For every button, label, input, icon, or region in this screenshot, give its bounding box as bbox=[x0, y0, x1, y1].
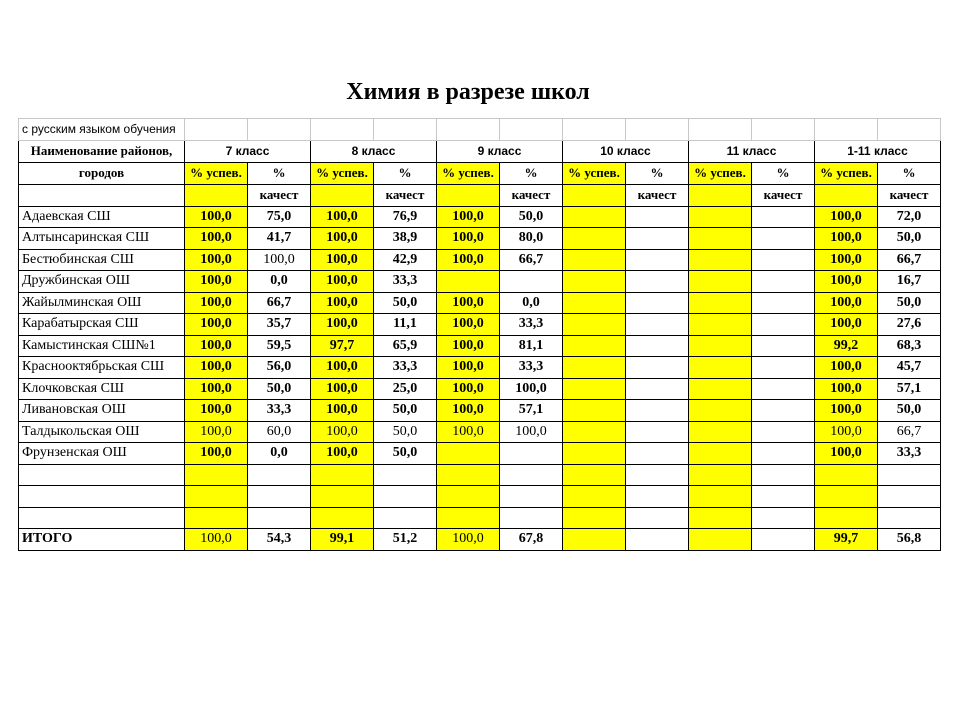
quality-cell[interactable]: 0,0 bbox=[500, 292, 563, 314]
quality-cell[interactable] bbox=[374, 486, 437, 508]
success-cell[interactable]: 100,0 bbox=[815, 271, 878, 293]
quality-cell[interactable] bbox=[500, 507, 563, 529]
success-cell[interactable]: 100,0 bbox=[185, 357, 248, 379]
grade-header[interactable]: 9 класс bbox=[437, 140, 563, 162]
quality-cell[interactable] bbox=[626, 464, 689, 486]
success-cell[interactable] bbox=[563, 206, 626, 228]
success-cell[interactable] bbox=[689, 271, 752, 293]
quality-cell[interactable]: 66,7 bbox=[500, 249, 563, 271]
sheet-cell[interactable] bbox=[563, 184, 626, 206]
success-cell[interactable]: 100,0 bbox=[185, 271, 248, 293]
total-success-cell[interactable] bbox=[689, 529, 752, 551]
quality-cell[interactable] bbox=[752, 464, 815, 486]
quality-cell[interactable]: 76,9 bbox=[374, 206, 437, 228]
table-row bbox=[19, 292, 941, 314]
table-row bbox=[19, 314, 941, 336]
quality-cell[interactable]: 50,0 bbox=[374, 421, 437, 443]
success-cell[interactable] bbox=[563, 292, 626, 314]
quality-cell[interactable] bbox=[626, 292, 689, 314]
success-cell[interactable]: 100,0 bbox=[185, 335, 248, 357]
sheet-cell[interactable] bbox=[563, 119, 626, 141]
quality-cell[interactable]: 25,0 bbox=[374, 378, 437, 400]
total-success-cell[interactable] bbox=[563, 529, 626, 551]
success-cell[interactable]: 100,0 bbox=[311, 292, 374, 314]
quality-cell[interactable] bbox=[878, 464, 941, 486]
success-cell[interactable]: 100,0 bbox=[437, 249, 500, 271]
quality-cell[interactable] bbox=[374, 507, 437, 529]
success-cell[interactable] bbox=[311, 486, 374, 508]
quality-cell[interactable]: 50,0 bbox=[500, 206, 563, 228]
school-name-cell[interactable]: Бестюбинская СШ bbox=[19, 249, 185, 271]
sheet-cell[interactable] bbox=[689, 119, 752, 141]
sheet-cell[interactable] bbox=[311, 119, 374, 141]
quality-cell[interactable]: 33,3 bbox=[374, 271, 437, 293]
subheader-quality[interactable]: % bbox=[500, 162, 563, 184]
quality-cell[interactable] bbox=[878, 486, 941, 508]
subheader-quality-line2[interactable]: качест bbox=[500, 184, 563, 206]
school-name-cell[interactable]: Адаевская СШ bbox=[19, 206, 185, 228]
quality-cell[interactable]: 100,0 bbox=[500, 378, 563, 400]
success-cell[interactable]: 100,0 bbox=[815, 400, 878, 422]
subheader-quality[interactable]: % bbox=[374, 162, 437, 184]
quality-cell[interactable]: 35,7 bbox=[248, 314, 311, 336]
success-cell[interactable]: 100,0 bbox=[437, 228, 500, 250]
success-cell[interactable] bbox=[815, 464, 878, 486]
quality-cell[interactable]: 100,0 bbox=[500, 421, 563, 443]
quality-cell[interactable]: 33,3 bbox=[878, 443, 941, 465]
success-cell[interactable]: 100,0 bbox=[815, 314, 878, 336]
success-cell[interactable] bbox=[563, 464, 626, 486]
quality-cell[interactable] bbox=[374, 464, 437, 486]
sheet-cell[interactable] bbox=[626, 119, 689, 141]
subheader-success[interactable]: % успев. bbox=[437, 162, 500, 184]
success-cell[interactable] bbox=[437, 486, 500, 508]
quality-cell[interactable]: 68,3 bbox=[878, 335, 941, 357]
success-cell[interactable]: 100,0 bbox=[437, 335, 500, 357]
school-name-cell[interactable]: Ливановская ОШ bbox=[19, 400, 185, 422]
subheader-success[interactable]: % успев. bbox=[185, 162, 248, 184]
success-cell[interactable]: 100,0 bbox=[185, 228, 248, 250]
subheader-quality-line2[interactable]: качест bbox=[752, 184, 815, 206]
quality-cell[interactable]: 75,0 bbox=[248, 206, 311, 228]
success-cell[interactable] bbox=[689, 249, 752, 271]
table-row bbox=[19, 486, 941, 508]
sheet-cell[interactable] bbox=[437, 119, 500, 141]
school-name-cell[interactable]: Камыстинская СШ№1 bbox=[19, 335, 185, 357]
quality-cell[interactable]: 50,0 bbox=[248, 378, 311, 400]
caption-cell[interactable]: с русским языком обучения bbox=[19, 119, 185, 141]
success-cell[interactable] bbox=[689, 464, 752, 486]
quality-cell[interactable]: 66,7 bbox=[878, 249, 941, 271]
quality-cell[interactable]: 0,0 bbox=[248, 271, 311, 293]
success-cell[interactable] bbox=[563, 314, 626, 336]
quality-cell[interactable] bbox=[626, 228, 689, 250]
quality-cell[interactable]: 45,7 bbox=[878, 357, 941, 379]
success-cell[interactable] bbox=[185, 486, 248, 508]
quality-cell[interactable]: 50,0 bbox=[374, 400, 437, 422]
school-name-cell[interactable] bbox=[19, 486, 185, 508]
quality-cell[interactable]: 33,3 bbox=[500, 314, 563, 336]
table-row bbox=[19, 421, 941, 443]
success-cell[interactable] bbox=[563, 443, 626, 465]
quality-cell[interactable] bbox=[626, 486, 689, 508]
quality-cell[interactable] bbox=[752, 292, 815, 314]
success-cell[interactable]: 100,0 bbox=[185, 292, 248, 314]
success-cell[interactable]: 100,0 bbox=[815, 421, 878, 443]
success-cell[interactable] bbox=[437, 271, 500, 293]
success-cell[interactable] bbox=[689, 335, 752, 357]
total-quality-cell[interactable]: 54,3 bbox=[248, 529, 311, 551]
quality-cell[interactable] bbox=[500, 443, 563, 465]
success-cell[interactable]: 100,0 bbox=[311, 400, 374, 422]
sheet-cell[interactable] bbox=[248, 119, 311, 141]
quality-cell[interactable]: 33,3 bbox=[374, 357, 437, 379]
grade-header[interactable]: 8 класс bbox=[311, 140, 437, 162]
subheader-quality-line2[interactable]: качест bbox=[626, 184, 689, 206]
success-cell[interactable]: 100,0 bbox=[311, 357, 374, 379]
success-cell[interactable] bbox=[563, 271, 626, 293]
subheader-quality-line2[interactable]: качест bbox=[374, 184, 437, 206]
success-cell[interactable]: 100,0 bbox=[437, 357, 500, 379]
quality-cell[interactable]: 16,7 bbox=[878, 271, 941, 293]
success-cell[interactable]: 100,0 bbox=[311, 421, 374, 443]
header-row-sub bbox=[19, 162, 941, 184]
quality-cell[interactable] bbox=[626, 507, 689, 529]
quality-cell[interactable] bbox=[752, 378, 815, 400]
table-row bbox=[19, 228, 941, 250]
total-success-cell[interactable]: 100,0 bbox=[437, 529, 500, 551]
school-name-cell[interactable]: Жайылминская ОШ bbox=[19, 292, 185, 314]
quality-cell[interactable] bbox=[752, 486, 815, 508]
success-cell[interactable]: 100,0 bbox=[311, 228, 374, 250]
table-row bbox=[19, 249, 941, 271]
quality-cell[interactable] bbox=[626, 357, 689, 379]
subheader-quality[interactable]: % bbox=[248, 162, 311, 184]
header-row-sub2 bbox=[19, 184, 941, 206]
success-cell[interactable]: 97,7 bbox=[311, 335, 374, 357]
sheet-cell[interactable] bbox=[19, 184, 185, 206]
quality-cell[interactable]: 57,1 bbox=[500, 400, 563, 422]
success-cell[interactable] bbox=[689, 507, 752, 529]
quality-cell[interactable] bbox=[626, 314, 689, 336]
success-cell[interactable] bbox=[563, 378, 626, 400]
sheet-cell[interactable] bbox=[752, 119, 815, 141]
success-cell[interactable]: 100,0 bbox=[185, 314, 248, 336]
quality-cell[interactable]: 38,9 bbox=[374, 228, 437, 250]
quality-cell[interactable]: 72,0 bbox=[878, 206, 941, 228]
total-quality-cell[interactable] bbox=[626, 529, 689, 551]
total-quality-cell[interactable] bbox=[752, 529, 815, 551]
quality-cell[interactable] bbox=[752, 357, 815, 379]
success-cell[interactable] bbox=[311, 464, 374, 486]
school-name-cell[interactable]: Талдыкольская ОШ bbox=[19, 421, 185, 443]
success-cell[interactable]: 99,2 bbox=[815, 335, 878, 357]
success-cell[interactable]: 100,0 bbox=[437, 378, 500, 400]
subheader-quality-line2[interactable]: качест bbox=[248, 184, 311, 206]
success-cell[interactable]: 100,0 bbox=[815, 228, 878, 250]
quality-cell[interactable]: 66,7 bbox=[878, 421, 941, 443]
quality-cell[interactable]: 81,1 bbox=[500, 335, 563, 357]
success-cell[interactable] bbox=[689, 292, 752, 314]
quality-cell[interactable] bbox=[752, 443, 815, 465]
school-name-cell[interactable]: Алтынсаринская СШ bbox=[19, 228, 185, 250]
total-row bbox=[19, 529, 941, 551]
success-cell[interactable]: 100,0 bbox=[815, 292, 878, 314]
quality-cell[interactable]: 66,7 bbox=[248, 292, 311, 314]
quality-cell[interactable] bbox=[248, 464, 311, 486]
subheader-quality[interactable]: % bbox=[752, 162, 815, 184]
sheet-cell[interactable] bbox=[374, 119, 437, 141]
school-name-cell[interactable] bbox=[19, 507, 185, 529]
quality-cell[interactable] bbox=[878, 507, 941, 529]
sheet-cell[interactable] bbox=[815, 119, 878, 141]
quality-cell[interactable] bbox=[752, 507, 815, 529]
sheet-cell[interactable] bbox=[185, 184, 248, 206]
success-cell[interactable] bbox=[689, 357, 752, 379]
success-cell[interactable]: 100,0 bbox=[437, 421, 500, 443]
success-cell[interactable]: 100,0 bbox=[185, 400, 248, 422]
total-quality-cell[interactable]: 67,8 bbox=[500, 529, 563, 551]
success-cell[interactable]: 100,0 bbox=[185, 249, 248, 271]
success-cell[interactable] bbox=[689, 443, 752, 465]
success-cell[interactable]: 100,0 bbox=[815, 378, 878, 400]
quality-cell[interactable]: 50,0 bbox=[878, 400, 941, 422]
table-row bbox=[19, 271, 941, 293]
grade-header[interactable]: 10 класс bbox=[563, 140, 689, 162]
sheet-cell[interactable] bbox=[437, 184, 500, 206]
quality-cell[interactable]: 80,0 bbox=[500, 228, 563, 250]
quality-cell[interactable] bbox=[500, 486, 563, 508]
grade-header[interactable]: 1-11 класс bbox=[815, 140, 941, 162]
success-cell[interactable]: 100,0 bbox=[815, 357, 878, 379]
quality-cell[interactable]: 50,0 bbox=[878, 292, 941, 314]
success-cell[interactable] bbox=[563, 400, 626, 422]
success-cell[interactable] bbox=[437, 443, 500, 465]
success-cell[interactable] bbox=[311, 507, 374, 529]
school-name-cell[interactable]: Краснооктябрьская СШ bbox=[19, 357, 185, 379]
success-cell[interactable] bbox=[689, 378, 752, 400]
subheader-quality-line2[interactable]: качест bbox=[878, 184, 941, 206]
quality-cell[interactable] bbox=[752, 400, 815, 422]
success-cell[interactable] bbox=[563, 228, 626, 250]
table-row bbox=[19, 443, 941, 465]
subheader-success[interactable]: % успев. bbox=[689, 162, 752, 184]
subheader-success[interactable]: % успев. bbox=[563, 162, 626, 184]
school-name-cell[interactable] bbox=[19, 464, 185, 486]
total-label-cell[interactable]: ИТОГО bbox=[19, 529, 185, 551]
total-quality-cell[interactable]: 56,8 bbox=[878, 529, 941, 551]
success-cell[interactable] bbox=[689, 400, 752, 422]
success-cell[interactable] bbox=[563, 249, 626, 271]
column-header-name-line2[interactable]: городов bbox=[19, 162, 185, 184]
success-cell[interactable]: 100,0 bbox=[437, 206, 500, 228]
grade-header[interactable]: 7 класс bbox=[185, 140, 311, 162]
school-name-cell[interactable]: Дружбинская ОШ bbox=[19, 271, 185, 293]
quality-cell[interactable] bbox=[752, 228, 815, 250]
success-cell[interactable] bbox=[815, 507, 878, 529]
subheader-success[interactable]: % успев. bbox=[311, 162, 374, 184]
success-cell[interactable] bbox=[185, 464, 248, 486]
success-cell[interactable] bbox=[689, 206, 752, 228]
school-name-cell[interactable]: Клочковская СШ bbox=[19, 378, 185, 400]
quality-cell[interactable] bbox=[752, 421, 815, 443]
page-title: Химия в разрезе школ bbox=[346, 79, 590, 105]
subheader-success[interactable]: % успев. bbox=[815, 162, 878, 184]
sheet-cell[interactable] bbox=[185, 119, 248, 141]
quality-cell[interactable]: 0,0 bbox=[248, 443, 311, 465]
sheet-cell[interactable] bbox=[689, 184, 752, 206]
success-cell[interactable] bbox=[815, 486, 878, 508]
success-cell[interactable] bbox=[563, 507, 626, 529]
quality-cell[interactable] bbox=[626, 206, 689, 228]
table-row bbox=[19, 378, 941, 400]
quality-cell[interactable] bbox=[752, 249, 815, 271]
success-cell[interactable]: 100,0 bbox=[311, 249, 374, 271]
success-cell[interactable]: 100,0 bbox=[437, 314, 500, 336]
quality-cell[interactable] bbox=[248, 507, 311, 529]
table-row bbox=[19, 507, 941, 529]
column-header-name[interactable]: Наименование районов, bbox=[19, 140, 185, 162]
quality-cell[interactable] bbox=[626, 400, 689, 422]
table-row bbox=[19, 464, 941, 486]
quality-cell[interactable] bbox=[626, 378, 689, 400]
quality-cell[interactable] bbox=[248, 486, 311, 508]
quality-cell[interactable] bbox=[752, 206, 815, 228]
success-cell[interactable] bbox=[563, 335, 626, 357]
success-cell[interactable] bbox=[437, 464, 500, 486]
success-cell[interactable] bbox=[689, 486, 752, 508]
success-cell[interactable]: 100,0 bbox=[185, 206, 248, 228]
success-cell[interactable]: 100,0 bbox=[437, 400, 500, 422]
quality-cell[interactable] bbox=[752, 335, 815, 357]
subheader-quality[interactable]: % bbox=[878, 162, 941, 184]
quality-cell[interactable]: 33,3 bbox=[500, 357, 563, 379]
subheader-quality[interactable]: % bbox=[626, 162, 689, 184]
success-cell[interactable]: 100,0 bbox=[311, 271, 374, 293]
success-cell[interactable]: 100,0 bbox=[311, 206, 374, 228]
quality-cell[interactable]: 50,0 bbox=[374, 292, 437, 314]
sheet-cell[interactable] bbox=[878, 119, 941, 141]
quality-cell[interactable]: 59,5 bbox=[248, 335, 311, 357]
success-cell[interactable] bbox=[563, 421, 626, 443]
school-name-cell[interactable]: Карабатырская СШ bbox=[19, 314, 185, 336]
quality-cell[interactable]: 50,0 bbox=[374, 443, 437, 465]
quality-cell[interactable] bbox=[626, 443, 689, 465]
table-row bbox=[19, 400, 941, 422]
quality-cell[interactable]: 57,1 bbox=[878, 378, 941, 400]
quality-cell[interactable]: 60,0 bbox=[248, 421, 311, 443]
quality-cell[interactable]: 41,7 bbox=[248, 228, 311, 250]
total-success-cell[interactable]: 99,1 bbox=[311, 529, 374, 551]
quality-cell[interactable] bbox=[500, 271, 563, 293]
quality-cell[interactable]: 100,0 bbox=[248, 249, 311, 271]
spreadsheet-table bbox=[18, 118, 941, 551]
quality-cell[interactable] bbox=[500, 464, 563, 486]
success-cell[interactable] bbox=[185, 507, 248, 529]
success-cell[interactable] bbox=[563, 486, 626, 508]
sheet-cell[interactable] bbox=[500, 119, 563, 141]
success-cell[interactable]: 100,0 bbox=[815, 443, 878, 465]
success-cell[interactable] bbox=[563, 357, 626, 379]
success-cell[interactable] bbox=[689, 228, 752, 250]
success-cell[interactable]: 100,0 bbox=[311, 443, 374, 465]
success-cell[interactable] bbox=[689, 314, 752, 336]
quality-cell[interactable]: 33,3 bbox=[248, 400, 311, 422]
quality-cell[interactable]: 56,0 bbox=[248, 357, 311, 379]
school-name-cell[interactable]: Фрунзенская ОШ bbox=[19, 443, 185, 465]
header-row-grades bbox=[19, 140, 941, 162]
grade-header[interactable]: 11 класс bbox=[689, 140, 815, 162]
success-cell[interactable]: 100,0 bbox=[311, 378, 374, 400]
table-row bbox=[19, 206, 941, 228]
quality-cell[interactable]: 11,1 bbox=[374, 314, 437, 336]
sheet-cell[interactable] bbox=[311, 184, 374, 206]
sheet-cell[interactable] bbox=[815, 184, 878, 206]
table-row bbox=[19, 335, 941, 357]
quality-cell[interactable]: 27,6 bbox=[878, 314, 941, 336]
total-quality-cell[interactable]: 51,2 bbox=[374, 529, 437, 551]
quality-cell[interactable] bbox=[626, 421, 689, 443]
quality-cell[interactable] bbox=[752, 271, 815, 293]
success-cell[interactable]: 100,0 bbox=[185, 443, 248, 465]
success-cell[interactable]: 100,0 bbox=[311, 314, 374, 336]
success-cell[interactable]: 100,0 bbox=[185, 421, 248, 443]
quality-cell[interactable]: 65,9 bbox=[374, 335, 437, 357]
success-cell[interactable]: 100,0 bbox=[185, 378, 248, 400]
success-cell[interactable] bbox=[689, 421, 752, 443]
table-row bbox=[19, 357, 941, 379]
total-success-cell[interactable]: 99,7 bbox=[815, 529, 878, 551]
success-cell[interactable]: 100,0 bbox=[815, 249, 878, 271]
total-success-cell[interactable]: 100,0 bbox=[185, 529, 248, 551]
success-cell[interactable]: 100,0 bbox=[815, 206, 878, 228]
quality-cell[interactable]: 42,9 bbox=[374, 249, 437, 271]
success-cell[interactable]: 100,0 bbox=[437, 292, 500, 314]
caption-row bbox=[19, 119, 941, 141]
quality-cell[interactable] bbox=[626, 271, 689, 293]
quality-cell[interactable] bbox=[626, 249, 689, 271]
quality-cell[interactable] bbox=[752, 314, 815, 336]
quality-cell[interactable] bbox=[626, 335, 689, 357]
quality-cell[interactable]: 50,0 bbox=[878, 228, 941, 250]
success-cell[interactable] bbox=[437, 507, 500, 529]
